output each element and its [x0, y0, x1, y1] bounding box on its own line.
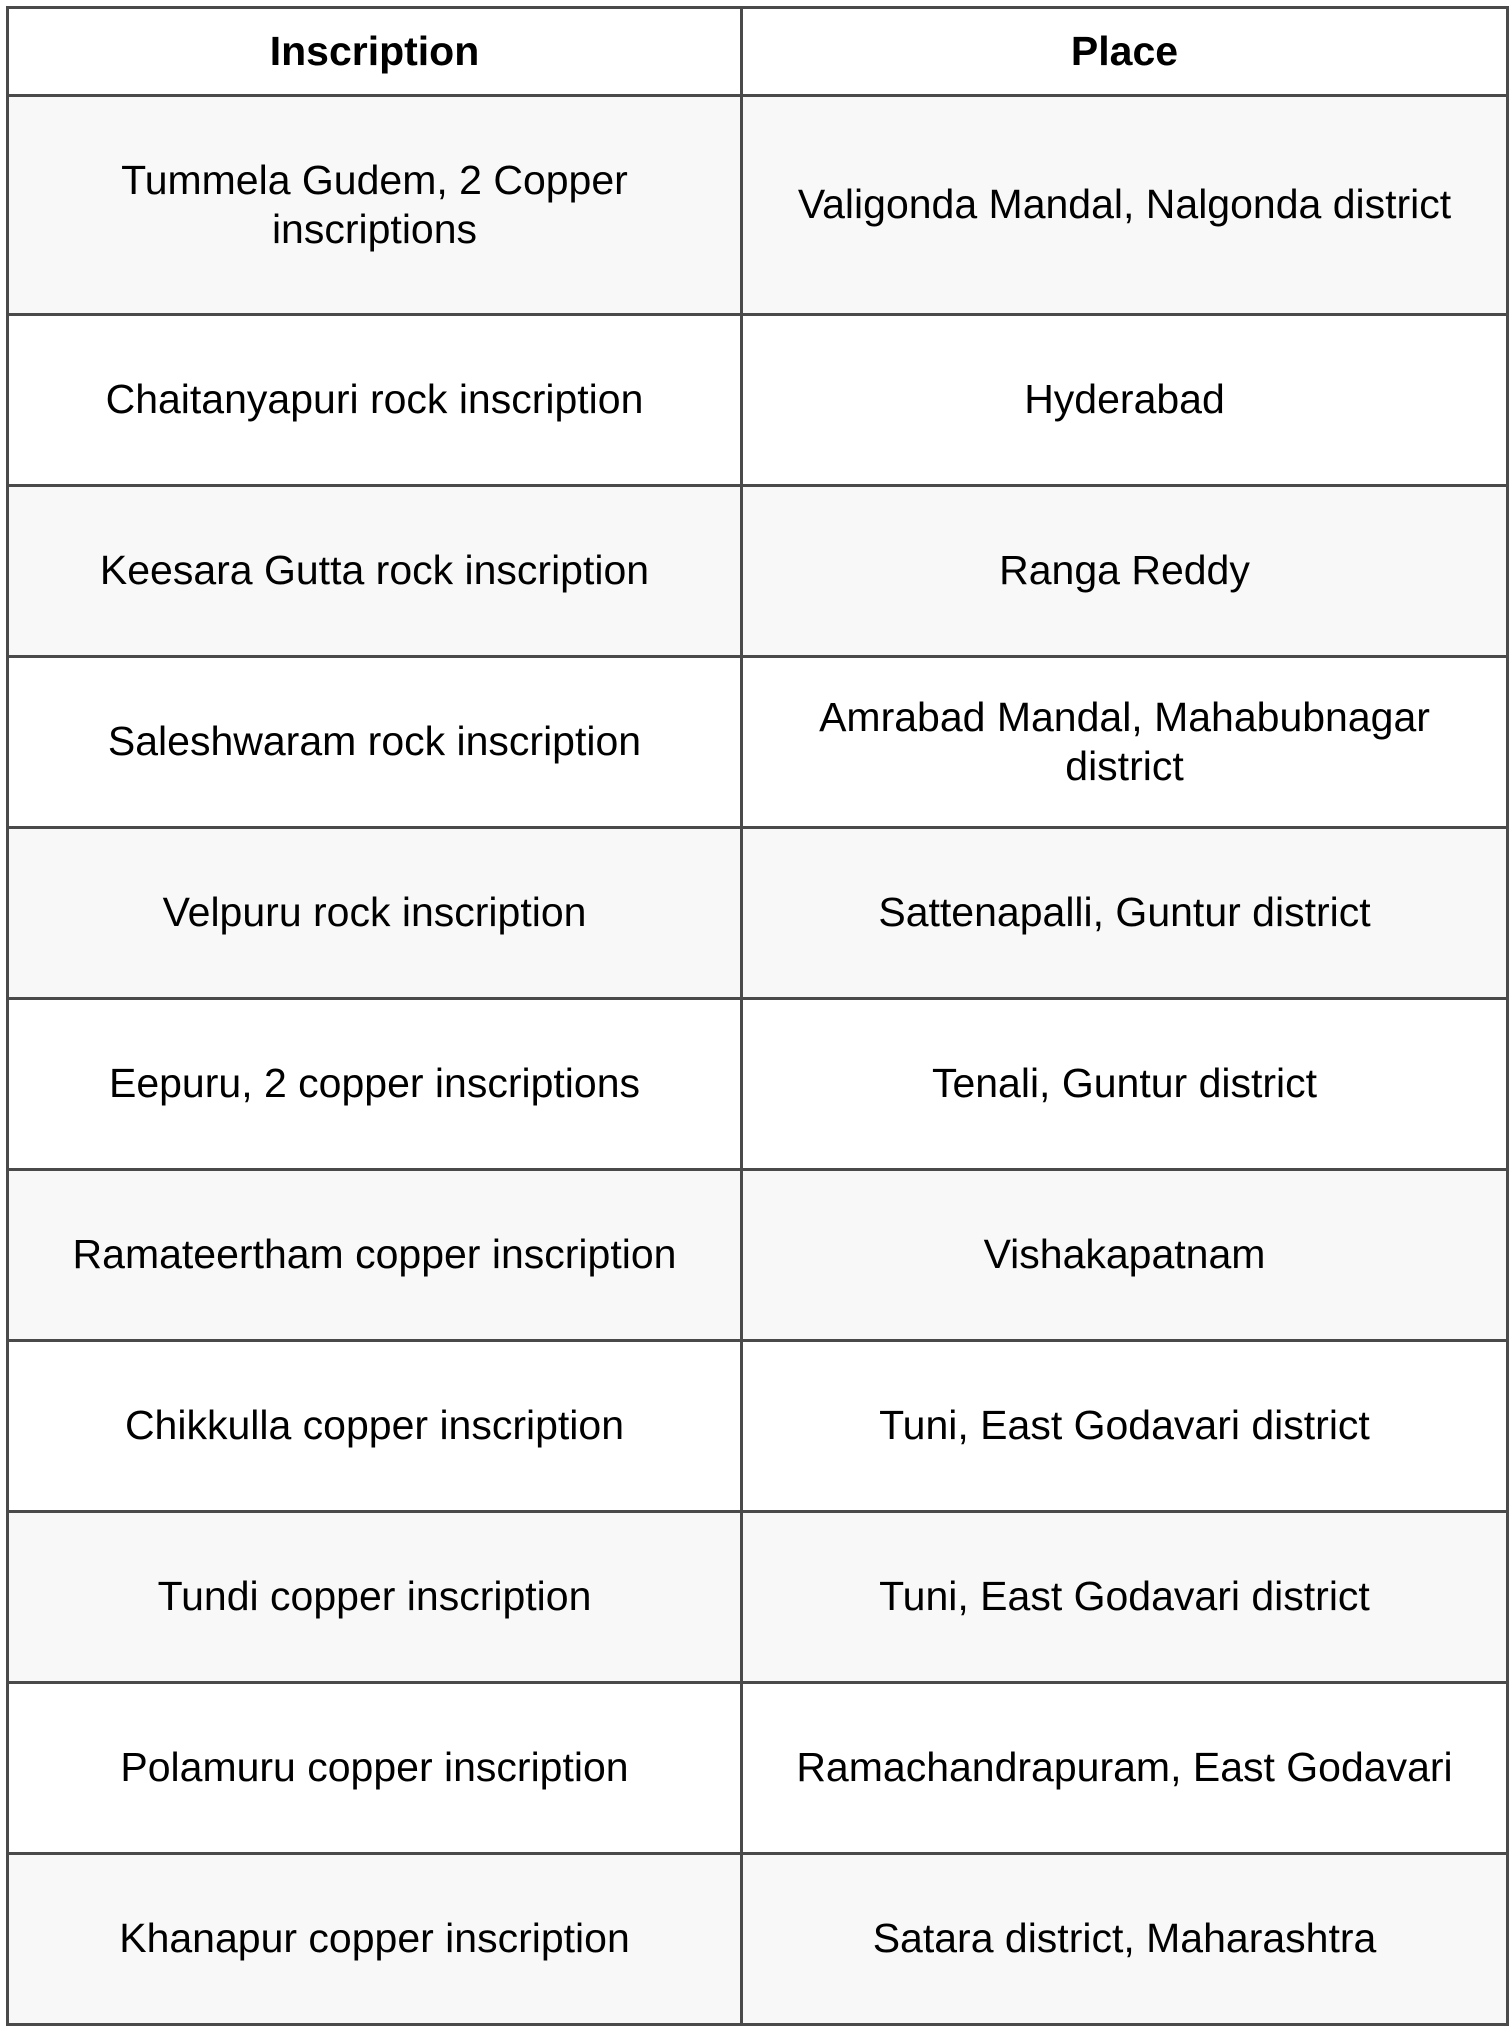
table-row — [8, 486, 1508, 657]
inscription-cell: Velpuru rock inscription — [8, 828, 742, 999]
place-cell: Ranga Reddy — [742, 486, 1508, 657]
table-row — [8, 828, 1508, 999]
table-row — [8, 1854, 1508, 2025]
inscription-cell: Tummela Gudem, 2 Copper inscriptions — [8, 96, 742, 315]
inscription-cell: Chikkulla copper inscription — [8, 1341, 742, 1512]
place-cell: Tenali, Guntur district — [742, 999, 1508, 1170]
table-row — [8, 1170, 1508, 1341]
table-row — [8, 1683, 1508, 1854]
table-row — [8, 1512, 1508, 1683]
inscription-cell: Ramateertham copper inscription — [8, 1170, 742, 1341]
place-cell: Sattenapalli, Guntur district — [742, 828, 1508, 999]
inscription-cell: Chaitanyapuri rock inscription — [8, 315, 742, 486]
column-header-inscription: Inscription — [8, 8, 742, 96]
place-cell: Ramachandrapuram, East Godavari — [742, 1683, 1508, 1854]
place-cell: Hyderabad — [742, 315, 1508, 486]
table-row — [8, 657, 1508, 828]
inscription-cell: Khanapur copper inscription — [8, 1854, 742, 2025]
table-row — [8, 999, 1508, 1170]
header-row — [8, 8, 1508, 96]
inscription-cell: Polamuru copper inscription — [8, 1683, 742, 1854]
place-cell: Vishakapatnam — [742, 1170, 1508, 1341]
inscription-cell: Keesara Gutta rock inscription — [8, 486, 742, 657]
place-cell: Tuni, East Godavari district — [742, 1341, 1508, 1512]
table-row — [8, 96, 1508, 315]
table-row — [8, 1341, 1508, 1512]
table-header — [8, 8, 1508, 96]
inscription-cell: Saleshwaram rock inscription — [8, 657, 742, 828]
table-body — [8, 96, 1508, 2025]
table-row — [8, 315, 1508, 486]
inscription-cell: Eepuru, 2 copper inscriptions — [8, 999, 742, 1170]
inscriptions-table-container — [6, 6, 1506, 2026]
place-cell: Amrabad Mandal, Mahabubnagar district — [742, 657, 1508, 828]
place-cell: Tuni, East Godavari district — [742, 1512, 1508, 1683]
inscriptions-table — [6, 6, 1509, 2026]
inscription-cell: Tundi copper inscription — [8, 1512, 742, 1683]
place-cell: Valigonda Mandal, Nalgonda district — [742, 96, 1508, 315]
place-cell: Satara district, Maharashtra — [742, 1854, 1508, 2025]
column-header-place: Place — [742, 8, 1508, 96]
